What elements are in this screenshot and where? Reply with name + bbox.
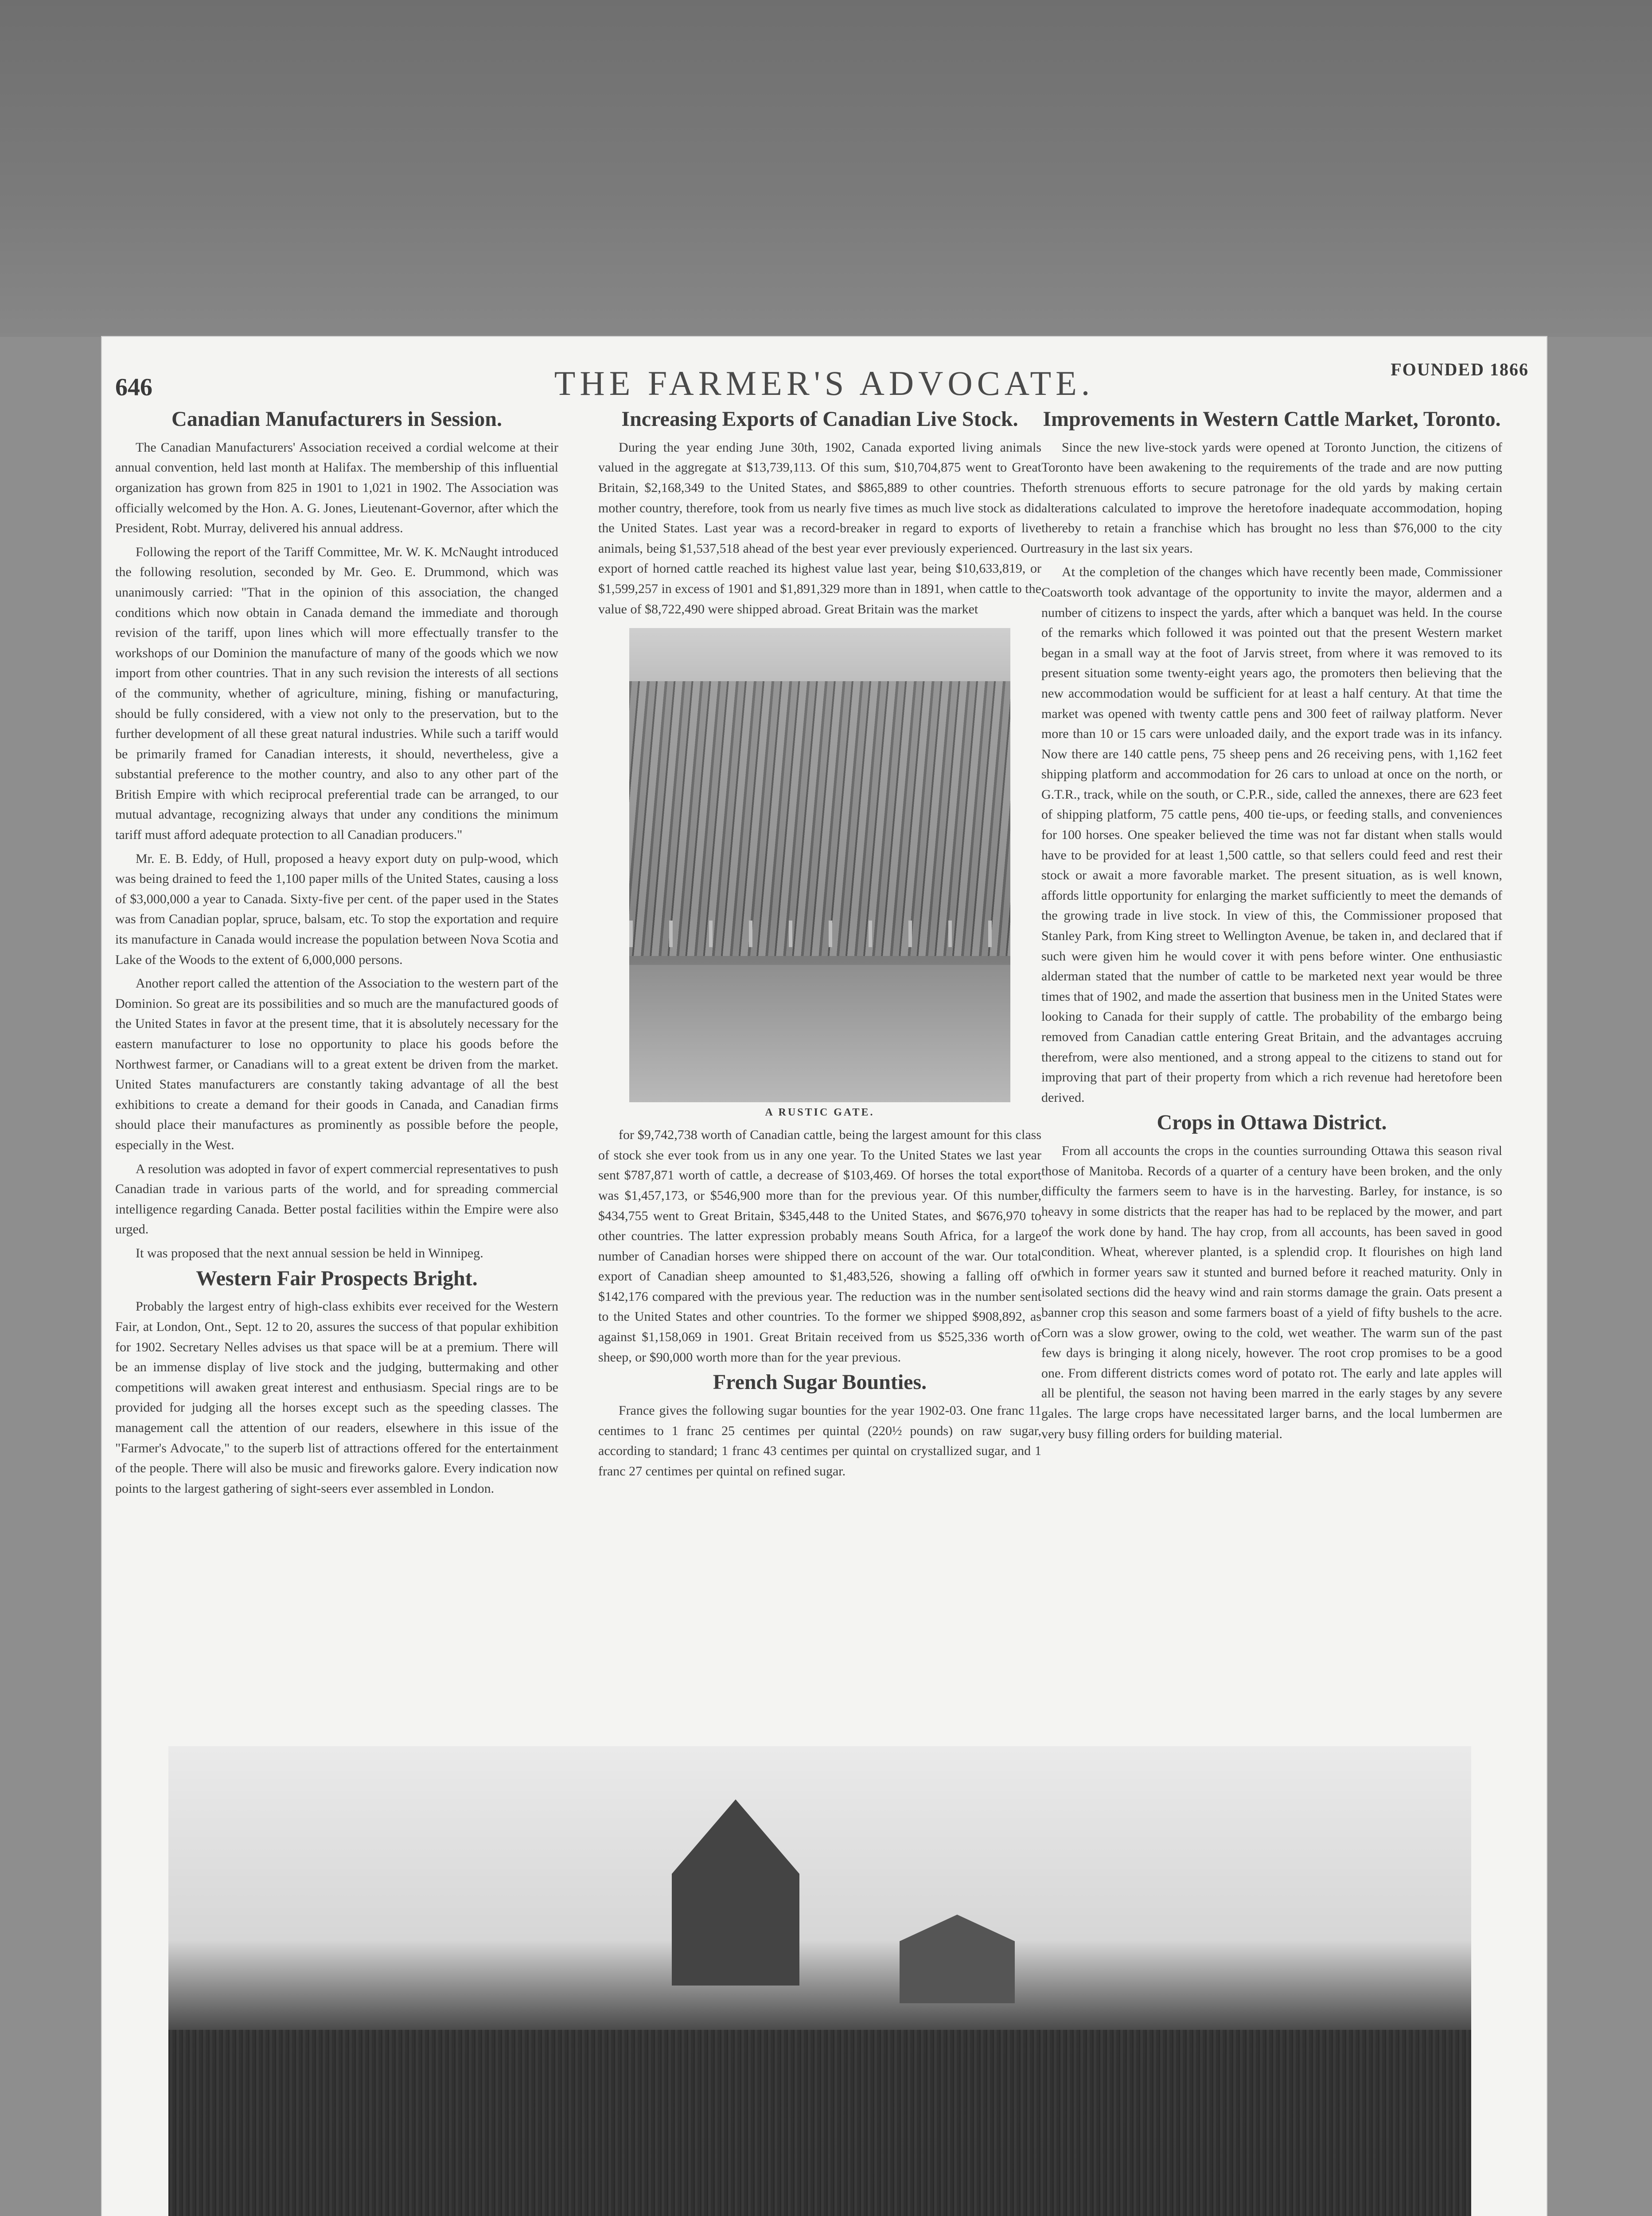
paragraph: for $9,742,738 worth of Canadian cattle, being the largest amount for this class of stock she ever took from us in any one year. To the United States we last year sent $787,871 worth of cattle, a decrease of $103,469. Of horses the total export was $1,457,173, or $546,900 more than for the previous year. Of this number, $434,755 went to Great Britain, $345,448 to the United States, and $676,970 to other countries. The latter expression probably means South Africa, for a large number of Canadian horses were shipped there on account of the war. Our total export of Canadian sheep amounted to $1,483,526, showing a falling off of $142,176 compared with the previous year. The reduction was in the number sent to the United States and other countries. To the former we shipped $908,892, as against $1,158,069 in 1901. Great Britain received from us $525,336 worth of sheep, or $90,000 worth more than for the year previous. [598,1128,1041,1365]
rustic-gate-photo [629,628,1010,1102]
paragraph: The Canadian Manufacturers' Association received a cordial welcome at their annual convention, held last month at Halifax. The membership of this influential organization has grown from 825 in 1901 to 1,021 in 1902. The Association was officially welcomed by the Hon. A. G. Jones, Lieutenant-Governor, after which the President, Robt. Murray, delivered his annual address. [115,440,558,536]
column-right [1041,408,1502,1447]
harvest-photo [168,1746,1471,2216]
paragraph: Following the report of the Tariff Committee, Mr. W. K. McNaught introduced the following resolution, seconded by Mr. Geo. E. Drummond, which was unanimously carried: "That in the opinion of this association, the changed conditions which now obtain in Canada demand the immediate and thorough revision of the tariff, upon lines which will more effectually transfer to the workshops of our Dominion the manufacture of many of the goods which we now import from other countries. That in any such revision the interests of all sections of the community, whether of agriculture, mining, fishing or manufacturing, should be fully considered, with a view not only to the preservation, but to the further development of all these great natural industries. While such a tariff would be primarily framed for Canadian interests, it should, nevertheless, give a substantial preference to the mother country, and also to any other part of the British Empire with which reciprocal preferential trade can be arranged, to our mutual advantage, recognizing always that under any conditions the minimum tariff must afford adequate protection to all Canadian producers." [115,544,558,843]
column-left [115,408,558,1502]
barn-image [900,1915,1015,2003]
paragraph: During the year ending June 30th, 1902, Canada exported living animals valued in the aggregate at $13,739,113. Of this sum, $10,704,875 went to Great Britain, $2,168,349 to the United States, and $865,889 to other countries. The mother country, therefore, took from us nearly five times as much live stock as did the United States. Last year was a record-breaker in regard to exports of live animals, being $1,537,518 ahead of the best year ever previously experienced. Our export of horned cattle reached its highest value last year, being $10,633,819, or $1,599,257 in excess of 1901 and $1,891,329 more than in 1891, when cattle to the value of $8,722,490 were shipped abroad. Great Britain was the market [598,440,1041,616]
page-number: 646 [115,374,152,401]
field-image [168,2030,1471,2216]
masthead: THE FARMER'S ADVOCATE. [554,364,1095,402]
paragraph: Mr. E. B. Eddy, of Hull, proposed a heavy export duty on pulp-wood, which was being drained to feed the 1,100 paper mills of the United States, causing a loss of $3,000,000 a year to Canada. Sixty-five per cent. of the paper used in the States was from Canadian poplar, spruce, balsam, etc. To stop the exportation and require its manufacture in Canada would increase the population between Nova Scotia and Lake of the Woods to the extent of 6,000,000 persons. [115,851,558,967]
gate-image [629,921,1010,947]
photo-caption: A RUSTIC GATE. [765,1107,875,1119]
trees-image [629,681,1010,956]
paragraph: Since the new live-stock yards were opened at Toronto Junction, the citizens of Toronto have been awakening to the requirements of the trade and are now putting forth strenuous efforts to secure patronage for the old yards by making certain alterations calculated to improve the heretofore inadequate accommodation, hoping thereby to retain a franchise which has brought no less than $76,000 to the city treasury in the last six years. [1041,440,1502,556]
headline-western-fair: Western Fair Prospects Bright. [196,1266,478,1290]
page-header [102,346,1547,402]
headline-crops: Crops in Ottawa District. [1157,1111,1387,1135]
paragraph: At the completion of the changes which have recently been made, Commissioner Coatsworth took advantage of the opportunity to invite the mayor, aldermen and a number of citizens to inspect the yards, after which a banquet was held. In the course of the remarks which followed it was pointed out that the present Western market began in a small way at the foot of Jarvis street, from where it was removed to its present situation some twenty-eight years ago, the promoters then believing that the new accommodation would be sufficient for at least a half century. At that time the market was opened with twenty cattle pens and 300 feet of railway platform. Never more than 10 or 15 cars were unloaded daily, and the export trade was in its infancy. Now there are 140 cattle pens, 75 sheep pens and 26 receiving pens, with 1,162 feet shipping platform and accommodation for 26 cars to unload at once on the north, or G.T.R., track, while on the south, or C.P.R., side, called the annexes, there are 623 feet of shipping platform, 75 cattle pens, 400 tie-ups, or feeding stalls, and conveniences for 100 horses. One speaker believed the time was not far distant when stalls would have to be provided for at least 1,500 cattle, so that sellers could feed and rest their stock or await a more favorable market. The present situation, as is well known, affords little opportunity for enlarging the market sufficiently to meet the demands of the growing trade in live stock. In view of this, the Commissioner proposed that Stanley Park, from King street to Wellington Avenue, be taken in, and declared that if such were given him he would cover it with pens before winter. One enthusiastic alderman stated that the number of cattle to be marketed next year would be three times that of 1902, and made the assertion that business men in the United States were looking to Canada for their supply of cattle. The probability of the embargo being removed from Canadian cattle entering Great Britain, and the advantages accruing therefrom, were also mentioned, and a strong appeal to the citizens to stand out for improving that part of their property from which a rich revenue had heretofore been derived. [1041,565,1502,1105]
farmhouse-image [656,1799,815,1986]
ground-image [629,965,1010,1102]
paragraph: From all accounts the crops in the counties surrounding Ottawa this season rival those of Manitoba. Records of a quarter of a century have been broken, and the only difficulty the farmers seem to have is in the harvesting. Barley, for instance, is so heavy in some districts that the reaper has had to be replaced by the mower, and part of the work done by hand. The hay crop, from all accounts, has been saved in good condition. Wheat, wherever planted, is a splendid crop. It flourishes on high land which in former years saw it stunted and burned before it reached maturity. Only in isolated sections did the heavy wind and rain storms damage the grain. Oats present a banner crop this season and some farmers boast of a yield of fifty bushels to the acre. Corn was a slow grower, owing to the cold, wet weather. The warm sun of the past few days is bringing it along nicely, however. The root crop promises to be a good one. From different districts comes word of potato rot. The early and late apples will all be plentiful, the season not having been marred in the early stages by any severe gales. The large crops have necessitated larger barns, and the local lumbermen are very busy filling orders for building material. [1041,1143,1502,1441]
headline-exports: Increasing Exports of Canadian Live Stock. [621,407,1018,431]
newspaper-page [102,337,1547,2216]
paragraph: Probably the largest entry of high-class exhibits ever received for the Western Fair, at London, Ont., Sept. 12 to 20, assures the success of that popular exhibition for 1902. Secretary Nelles advises us that space will be at a premium. There will be an immense display of live stock and the judging, buttermaking and other competitions will awaken great interest and enthusiasm. Special rings are to be provided for judging all the horses except such as the speeding classes. The management call the attention of our readers, elsewhere in this issue of the "Farmer's Advocate," to the superb list of attractions offered for the entertainment of the people. There will also be music and fireworks galore. Every indication now points to the largest gathering of sight-seers ever assembled in London. [115,1299,558,1496]
paragraph: Another report called the attention of the Association to the western part of the Dominion. So great are its possibilities and so much are the manufactured goods of the United States in favor at the present time, that it is absolutely necessary for the eastern manufacturer to lose no opportunity to place his goods before the Northwest farmer, or Canadians will to a great extent be driven from the market. United States manufacturers are constantly taking advantage of all the best exhibitions to create a demand for their goods in Canada, and Canadian firms should place their manufactures as prominently as possible before the people, especially in the West. [115,976,558,1152]
column-middle [598,408,1041,1485]
paragraph: It was proposed that the next annual session be held in Winnipeg. [136,1245,483,1260]
paragraph: A resolution was adopted in favor of expert commercial representatives to push Canadian trade in various parts of the world, and for spreading commercial intelligence regarding Canada. Better postal facilities within the Empire were also urged. [115,1161,558,1237]
scan-top-margin [0,0,1652,337]
headline-sugar: French Sugar Bounties. [713,1370,927,1394]
headline-cattle-market: Improvements in Western Cattle Market, Toronto. [1043,407,1501,431]
headline-manufacturers: Canadian Manufacturers in Session. [171,407,502,431]
founded-label: FOUNDED 1866 [1391,359,1529,379]
paragraph: France gives the following sugar bounties for the year 1902-03. One franc 11 centimes to 1 franc 25 centimes per quintal (220½ pounds) on raw sugar, according to standard; 1 franc 43 centimes per quintal on crystallized sugar, and 1 franc 27 centimes per quintal on refined sugar. [598,1403,1041,1479]
